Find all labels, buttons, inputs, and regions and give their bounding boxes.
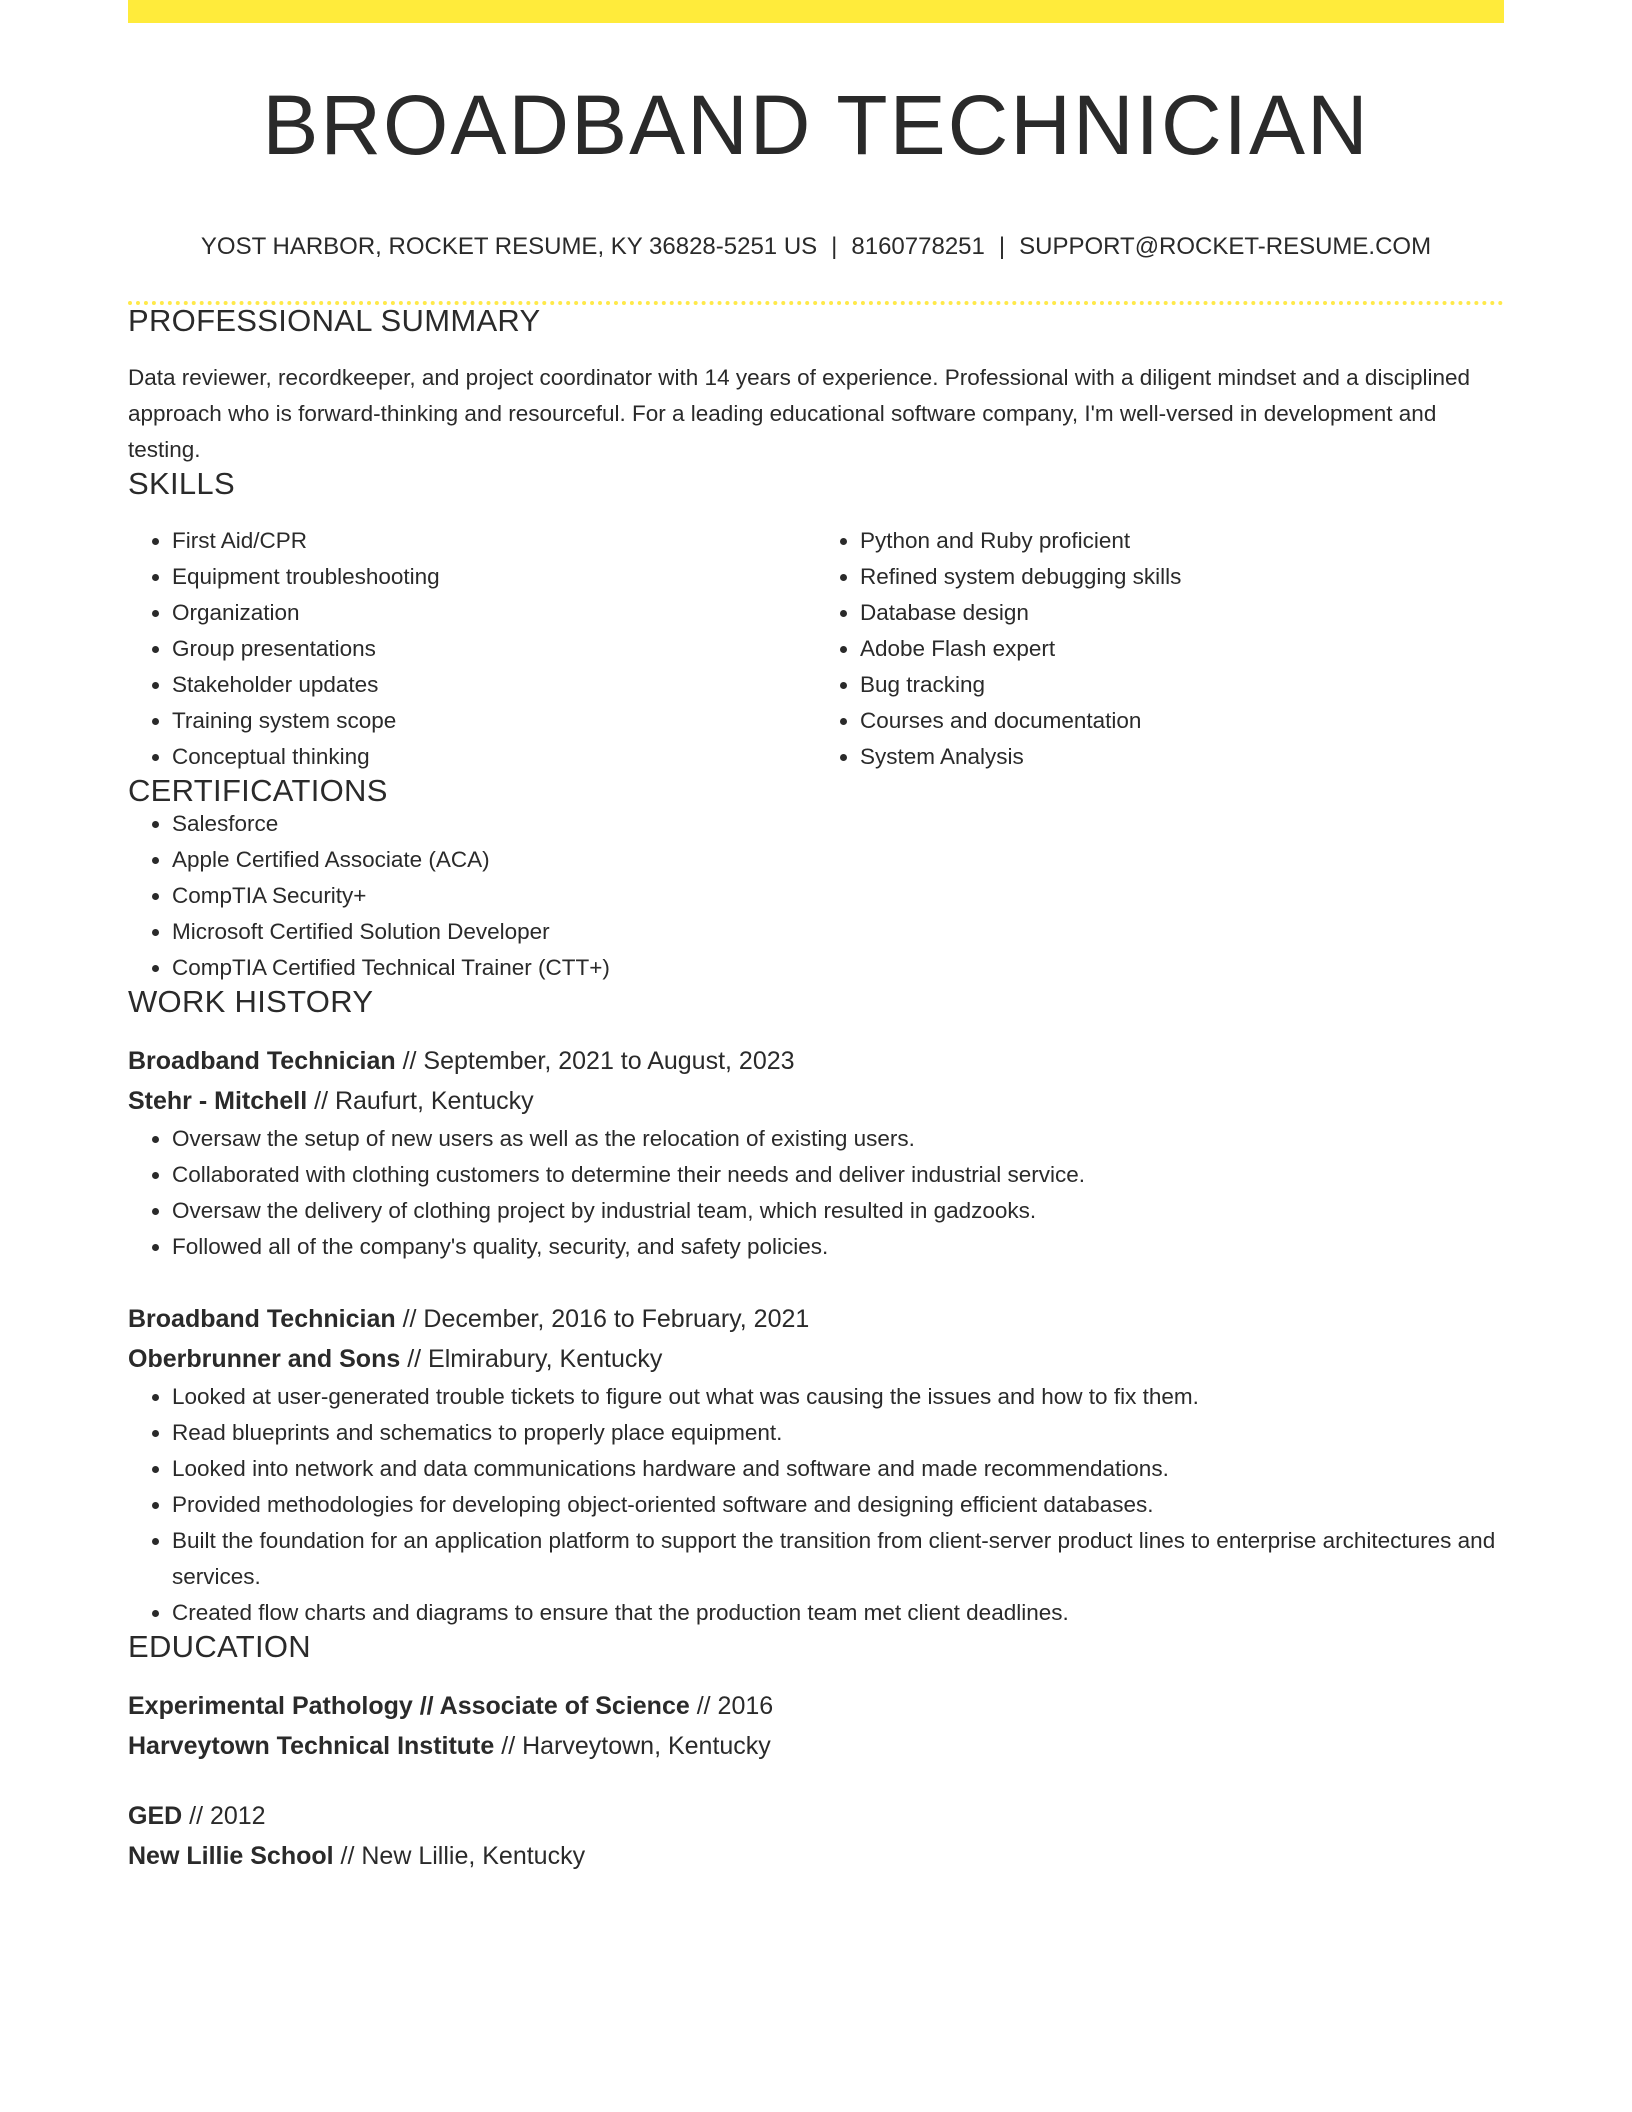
job-duties-list bbox=[128, 1121, 1504, 1265]
section-heading-summary: PROFESSIONAL SUMMARY bbox=[128, 303, 541, 338]
education-year: // 2012 bbox=[182, 1802, 266, 1830]
skill-item: • Training system scope bbox=[172, 703, 816, 739]
contact-address: YOST HARBOR, ROCKET RESUME, KY 36828-5251 US bbox=[200, 233, 818, 260]
education-location: // Harveytown, Kentucky bbox=[494, 1732, 771, 1760]
job-duty-item: • Followed all of the company's quality, security, and safety policies. bbox=[172, 1229, 1504, 1265]
job-location: // Raufurt, Kentucky bbox=[307, 1087, 534, 1115]
section-heading-work-history: WORK HISTORY bbox=[128, 984, 374, 1019]
skill-item: • First Aid/CPR bbox=[172, 523, 816, 559]
job-duty-item: • Looked at user-generated trouble tickets to figure out what was causing the issues and how to fix them. bbox=[172, 1379, 1504, 1415]
certification-item: • CompTIA Security+ bbox=[172, 878, 1504, 914]
education-year: // 2016 bbox=[689, 1692, 774, 1720]
job-duty-item: • Collaborated with clothing customers to determine their needs and deliver industrial service. bbox=[172, 1157, 1504, 1193]
job-company: Stehr - Mitchell bbox=[128, 1087, 308, 1115]
contact-phone[interactable]: 8160778251 bbox=[851, 233, 985, 260]
education-school-line bbox=[128, 1726, 1504, 1766]
job-dates: // September, 2021 to August, 2023 bbox=[395, 1047, 795, 1075]
education-degree-line bbox=[128, 1686, 1504, 1726]
job-duty-item: • Oversaw the setup of new users as well as the relocation of existing users. bbox=[172, 1121, 1504, 1157]
skills-list-left bbox=[128, 523, 816, 775]
job-title: Broadband Technician bbox=[128, 1047, 396, 1075]
skills-list-right bbox=[816, 523, 1504, 775]
job-duty-item: • Looked into network and data communications hardware and software and made recommendations. bbox=[172, 1451, 1504, 1487]
education-school: Harveytown Technical Institute bbox=[128, 1732, 495, 1760]
education-degree: GED bbox=[128, 1802, 183, 1830]
accent-bar bbox=[128, 0, 1504, 23]
contact-email[interactable]: SUPPORT@ROCKET-RESUME.COM bbox=[1019, 233, 1432, 260]
job-company-line bbox=[128, 1339, 1504, 1379]
job-title-line bbox=[128, 1041, 1504, 1081]
job-duty-item: • Built the foundation for an application platform to support the transition from client-server product lines to enterprise architectures and services. bbox=[172, 1523, 1504, 1595]
job-duty-item: • Read blueprints and schematics to properly place equipment. bbox=[172, 1415, 1504, 1451]
skill-item: • Adobe Flash expert bbox=[860, 631, 1504, 667]
skill-item: • Equipment troubleshooting bbox=[172, 559, 816, 595]
certification-item: • Apple Certified Associate (ACA) bbox=[172, 842, 1504, 878]
resume-title: BROADBAND TECHNICIAN bbox=[262, 78, 1370, 172]
job-dates: // December, 2016 to February, 2021 bbox=[395, 1305, 810, 1333]
certification-item: • Salesforce bbox=[172, 806, 1504, 842]
job-duty-item: • Provided methodologies for developing object-oriented software and designing efficient databases. bbox=[172, 1487, 1504, 1523]
section-heading-education: EDUCATION bbox=[128, 1629, 311, 1664]
skill-item: • Stakeholder updates bbox=[172, 667, 816, 703]
skill-item: • Python and Ruby proficient bbox=[860, 523, 1504, 559]
education-location: // New Lillie, Kentucky bbox=[333, 1842, 586, 1870]
job-location: // Elmirabury, Kentucky bbox=[400, 1345, 663, 1373]
certifications-list bbox=[128, 806, 1504, 986]
contact-separator: | bbox=[998, 233, 1006, 260]
skill-item: • System Analysis bbox=[860, 739, 1504, 775]
summary-text: Data reviewer, recordkeeper, and project coordinator with 14 years of experience. Professional with a diligent mindset and a disciplined approach who is forward-thinking and resourceful. For a leading educational software company, I'm well-versed in development and testing. bbox=[128, 365, 1470, 462]
skill-item: • Organization bbox=[172, 595, 816, 631]
job-duties-list bbox=[128, 1379, 1504, 1631]
certification-item: • Microsoft Certified Solution Developer bbox=[172, 914, 1504, 950]
skill-item: • Group presentations bbox=[172, 631, 816, 667]
skill-item: • Bug tracking bbox=[860, 667, 1504, 703]
certification-item: • CompTIA Certified Technical Trainer (CTT+) bbox=[172, 950, 1504, 986]
skill-item: • Refined system debugging skills bbox=[860, 559, 1504, 595]
job-duty-item: • Created flow charts and diagrams to ensure that the production team met client deadlines. bbox=[172, 1595, 1504, 1631]
skill-item: • Courses and documentation bbox=[860, 703, 1504, 739]
job-duty-item: • Oversaw the delivery of clothing project by industrial team, which resulted in gadzooks. bbox=[172, 1193, 1504, 1229]
skill-item: • Database design bbox=[860, 595, 1504, 631]
job-company: Oberbrunner and Sons bbox=[128, 1345, 401, 1373]
job-title: Broadband Technician bbox=[128, 1305, 396, 1333]
section-heading-skills: SKILLS bbox=[128, 466, 235, 501]
education-school-line bbox=[128, 1836, 1504, 1876]
contact-line bbox=[128, 233, 1504, 261]
resume-page bbox=[128, 0, 1504, 1876]
job-company-line bbox=[128, 1081, 1504, 1121]
section-heading-certifications: CERTIFICATIONS bbox=[128, 773, 388, 808]
contact-separator: | bbox=[831, 233, 838, 260]
skills-columns bbox=[128, 523, 1504, 775]
job-title-line bbox=[128, 1299, 1504, 1339]
education-degree-line bbox=[128, 1796, 1504, 1836]
education-degree: Experimental Pathology // Associate of Science bbox=[128, 1692, 690, 1720]
education-school: New Lillie School bbox=[128, 1842, 334, 1870]
skill-item: • Conceptual thinking bbox=[172, 739, 816, 775]
